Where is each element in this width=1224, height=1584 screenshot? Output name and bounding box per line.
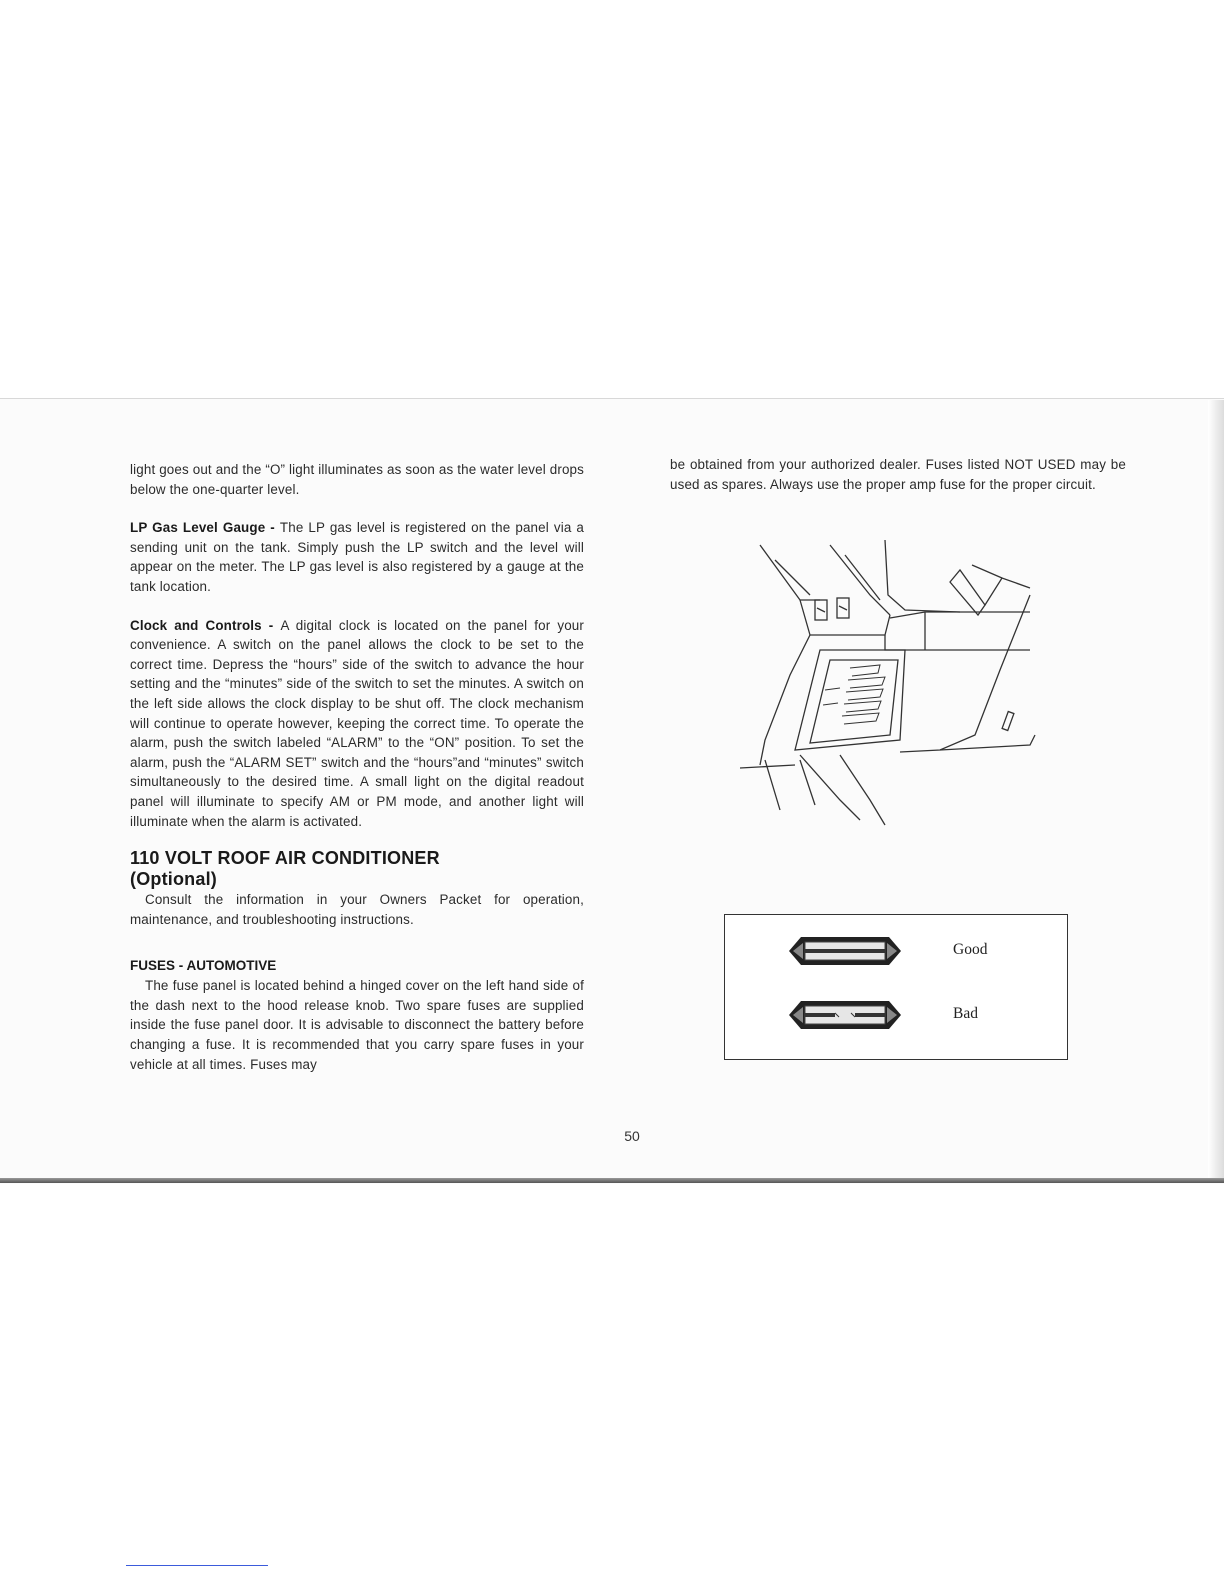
left-column (130, 460, 584, 1074)
bad-label: Bad (953, 1005, 978, 1022)
fuses-body: The fuse panel is located behind a hinged cover on the left hand side of the dash next to the hood release knob. Two spare fuses are supplied inside the fuse panel door. It is advisable to disconnect the battery before changing a fuse. It is recommended that you carry spare fuses in your vehicle at all times. Fuses may (130, 978, 584, 1072)
lp-gas-gauge-title: LP Gas Level Gauge - (130, 520, 280, 536)
good-fuse-icon (783, 931, 907, 971)
page-edge-shadow (1208, 400, 1224, 1178)
good-label: Good (953, 941, 988, 958)
right-column (670, 455, 1126, 494)
page-number: 50 (624, 1128, 640, 1144)
good-fuse-row (783, 931, 1063, 971)
clock-controls-paragraph (130, 616, 584, 832)
lp-gas-gauge-paragraph (130, 518, 584, 596)
air-conditioner-heading: 110 VOLT ROOF AIR CONDITIONER (130, 848, 440, 869)
lp-gas-gauge-body: The LP gas level is registered on the panel via a sending unit on the tank. Simply push the LP switch and the level will appear on the meter. The LP gas level is also registered by a gauge at the tank location. (130, 520, 584, 594)
fuses-continuation-paragraph: be obtained from your authorized dealer. Fuses listed NOT USED may be used as spares. Always use the proper amp fuse for the proper circuit. (670, 457, 1126, 492)
fuses-heading: FUSES - AUTOMOTIVE (130, 958, 277, 974)
water-level-paragraph: light goes out and the “O” light illuminates as soon as the water level drops below the one-quarter level. (130, 462, 584, 497)
clock-controls-title: Clock and Controls - (130, 617, 281, 633)
air-conditioner-body: Consult the information in your Owners Packet for operation, maintenance, and troubleshooting instructions. (130, 892, 584, 927)
clock-controls-body: A digital clock is located on the panel for your convenience. A switch on the panel allows the clock to be set to the correct time. Depress the “hours” side of the switch to advance the hour setting and the “minutes” side of the switch to set the minutes. A switch on the left side allows the clock display to be shut off. The clock mechanism will continue to operate however, keeping the correct time. To operate the alarm, push the switch labeled “ALARM” to the “ON” position. To set the alarm, push the “ALARM SET” switch and the “hours”and “minutes” switch simultaneously to the desired time. A small light on the digital readout panel will illuminate to specify AM or PM mode, and another light will illuminate when the alarm is activated. (130, 617, 585, 829)
air-conditioner-subheading: (Optional) (130, 869, 217, 890)
footer-blue-line (126, 1565, 268, 1566)
fuse-comparison-box (724, 914, 1068, 1060)
bad-fuse-icon (783, 995, 907, 1035)
page-bottom-edge (0, 1178, 1224, 1183)
fuse-panel-illustration (740, 540, 1050, 830)
bad-fuse-row (783, 995, 1063, 1035)
